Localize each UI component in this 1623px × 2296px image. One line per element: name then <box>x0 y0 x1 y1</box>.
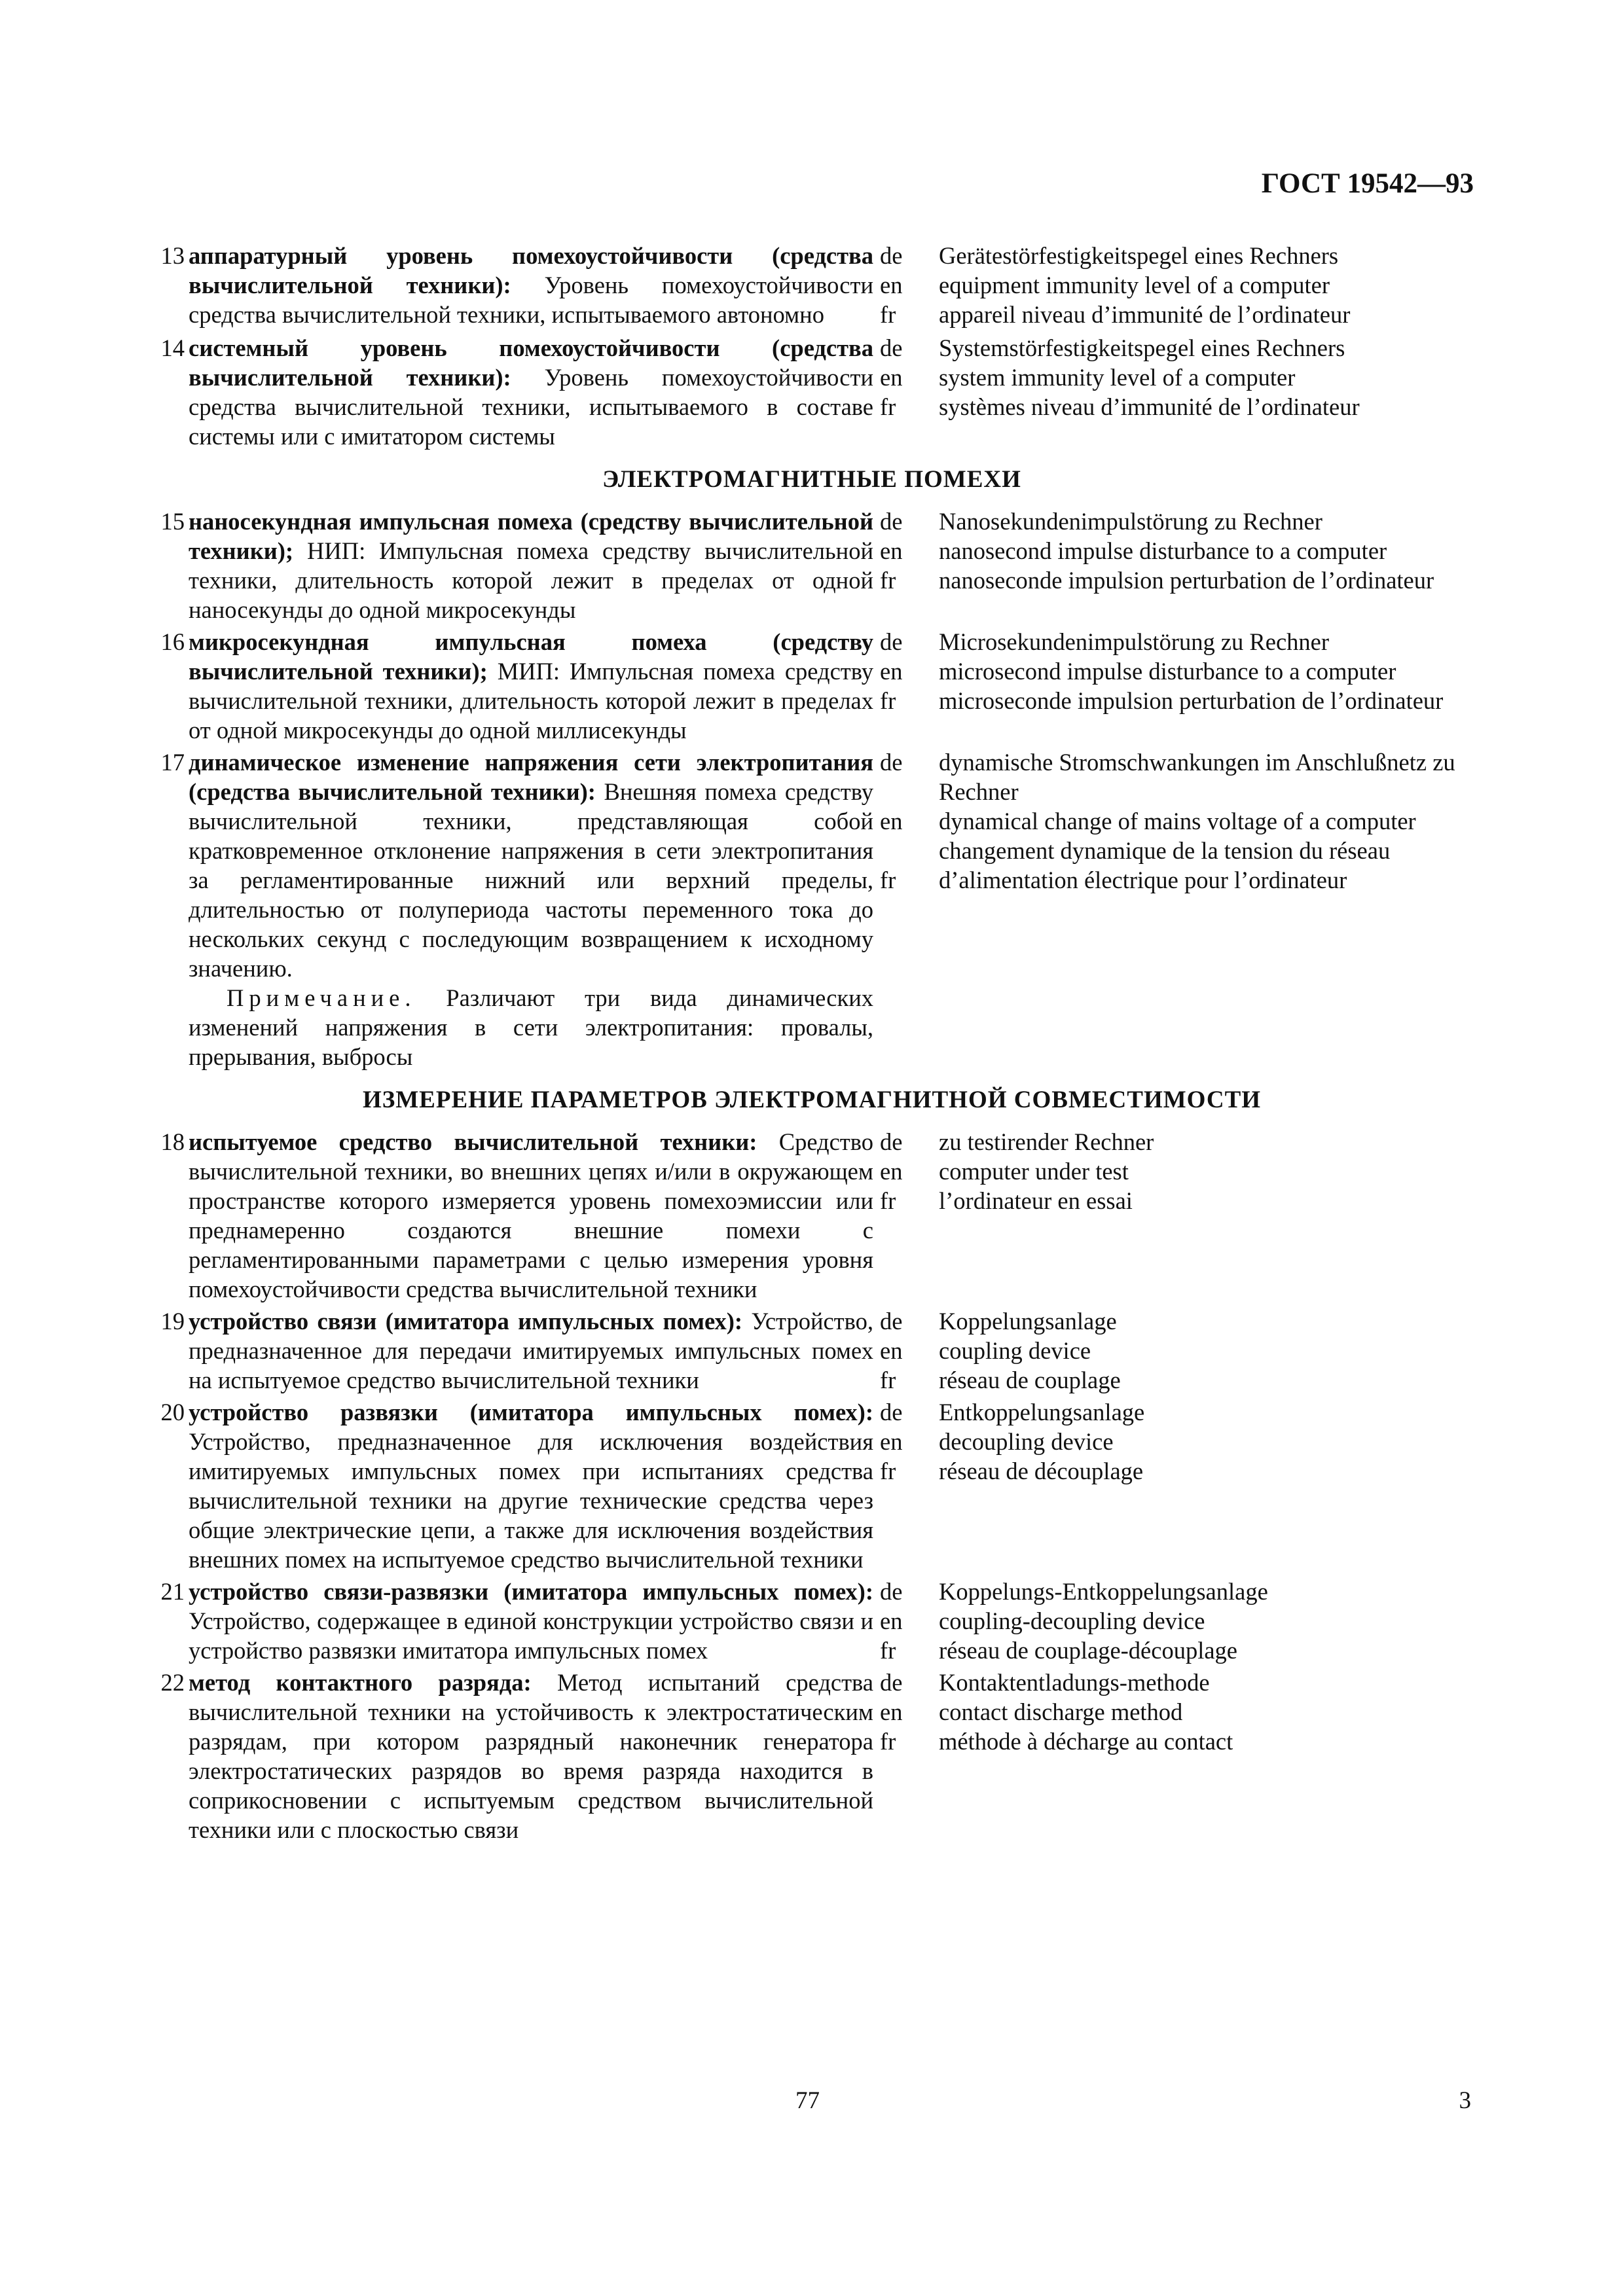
term-translations <box>926 747 1495 895</box>
term-number: 16 <box>160 628 185 655</box>
lang-fr: fr <box>880 1637 896 1664</box>
term-de: Kontaktentladungs-methode <box>939 1669 1210 1696</box>
lang-fr: fr <box>880 301 896 328</box>
lang-en: en <box>880 808 903 834</box>
lang-en: en <box>880 1607 903 1634</box>
term-en: computer under test <box>939 1158 1129 1185</box>
term-name: устройство связи (имитатора импульсных помех): <box>189 1308 743 1335</box>
page-number-right: 3 <box>1459 2087 1471 2114</box>
term-fr: réseau de couplage <box>939 1367 1121 1393</box>
lang-en: en <box>880 1158 903 1185</box>
lang-fr: fr <box>880 567 896 594</box>
lang-en: en <box>880 537 903 564</box>
lang-codes <box>873 1577 926 1665</box>
term-en: nanosecond impulse disturbance to a computer <box>939 537 1387 564</box>
term-de: Systemstörfestigkeitspegel eines Rechners <box>939 334 1345 361</box>
term-de: Koppelungsanlage <box>939 1308 1117 1335</box>
term-fr: réseau de couplage-découplage <box>939 1637 1238 1664</box>
term-name: динамическое изменение напряжения сети электропитания (средства вычислительной техники): <box>189 749 873 805</box>
term-definition: Устройство, содержащее в единой конструкции устройство связи и устройство развязки имитатора импульсных помех <box>189 1607 873 1664</box>
term-name: системный уровень помехоустойчивости (средства вычислительной техники): <box>189 334 873 391</box>
term-name: аппаратурный уровень помехоустойчивости (средства вычислительной техники): <box>189 242 873 298</box>
term-en: microsecond impulse disturbance to a computer <box>939 658 1396 685</box>
term-entry-16 <box>144 627 1480 745</box>
term-definition: Устройство, предназначенное для передачи имитируемых импульсных помех на испытуемое средство вычислительной техники <box>189 1308 873 1393</box>
lang-en: en <box>880 364 903 391</box>
lang-codes <box>873 241 926 329</box>
lang-codes <box>873 333 926 422</box>
term-ru <box>189 1668 873 1844</box>
lang-fr: fr <box>880 1458 896 1484</box>
term-ru <box>189 1306 873 1395</box>
term-number: 18 <box>160 1128 185 1155</box>
term-de: Koppelungs-Entkoppelungsanlage <box>939 1578 1268 1605</box>
term-translations <box>926 241 1495 329</box>
term-definition: МИП: Импульсная помеха средству вычислительной техники, длительность которой лежит в пределах от одной микросекунды до одной миллисекунды <box>189 658 873 744</box>
term-name: устройство развязки (имитатора импульсных помех): <box>189 1399 873 1426</box>
lang-fr: fr <box>880 1367 896 1393</box>
lang-de: de <box>880 1399 903 1426</box>
lang-en: en <box>880 272 903 298</box>
term-fr: nanoseconde impulsion perturbation de l’ordinateur <box>939 567 1434 594</box>
lang-de: de <box>880 628 903 655</box>
term-translations <box>926 507 1495 595</box>
note-text: Различают три вида динамических изменений напряжения в сети электропитания: провалы, прерывания, выбросы <box>189 984 873 1070</box>
term-fr: appareil niveau d’immunité de l’ordinateur <box>939 301 1351 328</box>
document-number: ГОСТ 19542—93 <box>1261 168 1474 199</box>
lang-fr: fr <box>880 1728 896 1755</box>
term-en: system immunity level of a computer <box>939 364 1296 391</box>
lang-de: de <box>880 1669 903 1696</box>
term-entry-18 <box>144 1127 1480 1304</box>
term-number: 15 <box>160 508 185 535</box>
term-en: coupling device <box>939 1337 1091 1364</box>
lang-fr: fr <box>880 867 896 893</box>
term-translations <box>926 627 1495 715</box>
terms-list <box>144 241 1480 1844</box>
page-number-center: 77 <box>795 2087 820 2114</box>
lang-codes <box>873 507 926 595</box>
term-fr: l’ordinateur en essai <box>939 1187 1133 1214</box>
term-fr: réseau de découplage <box>939 1458 1144 1484</box>
term-en: decoupling device <box>939 1428 1114 1455</box>
term-definition: Метод испытаний средства вычислительной техники на устойчивость к электростатическим разрядам, при котором разрядный наконечник генератора электростатических разрядов во время разряда находится в соприкосновении с испытуемым средством вычислительной техники или с плоскостью связи <box>189 1669 873 1843</box>
term-translations <box>926 1306 1495 1395</box>
section-title-emc-measurement: ИЗМЕРЕНИЕ ПАРАМЕТРОВ ЭЛЕКТРОМАГНИТНОЙ СОВМЕСТИМОСТИ <box>362 1086 1262 1113</box>
lang-fr: fr <box>880 1187 896 1214</box>
term-en: contact discharge method <box>939 1698 1183 1725</box>
term-de: Entkoppelungsanlage <box>939 1399 1145 1426</box>
term-name: микросекундная импульсная помеха (средству вычислительной техники); <box>189 628 873 685</box>
term-ru <box>189 1397 873 1574</box>
term-definition: НИП: Импульсная помеха средству вычислительной техники, длительность которой лежит в пределах от одной наносекунды до одной микросекунды <box>189 537 873 623</box>
lang-de: de <box>880 242 903 269</box>
term-entry-15 <box>144 507 1480 624</box>
term-definition: Внешняя помеха средству вычислительной техники, представляющая собой кратковременное отклонение напряжения в сети электропитания за регламентированные нижний или верхний пределы, длительностью от полупериода частоты переменного тока до нескольких секунд с последующим возвращением к исходному значению. <box>189 778 873 982</box>
term-de: dynamische Stromschwankungen im Anschlußnetz zu Rechner <box>939 749 1455 805</box>
term-note <box>189 983 873 1071</box>
term-number: 17 <box>160 749 185 776</box>
section-title-electromagnetic-interference: ЭЛЕКТРОМАГНИТНЫЕ ПОМЕХИ <box>602 466 1021 493</box>
term-fr: changement dynamique de la tension du réseau d’alimentation électrique pour l’ordinateur <box>939 837 1391 893</box>
term-ru <box>189 507 873 624</box>
term-name: наносекундная импульсная помеха (средству вычислительной техники); <box>189 508 873 564</box>
lang-en: en <box>880 658 903 685</box>
term-number: 14 <box>160 334 185 361</box>
term-translations <box>926 1127 1495 1215</box>
term-name: устройство связи-развязки (имитатора импульсных помех): <box>189 1578 873 1605</box>
term-entry-21 <box>144 1577 1480 1665</box>
term-ru <box>189 627 873 745</box>
term-number: 21 <box>160 1578 185 1605</box>
lang-fr: fr <box>880 687 896 714</box>
term-de: Nanosekundenimpulstörung zu Rechner <box>939 508 1322 535</box>
term-name: испытуемое средство вычислительной техники: <box>189 1128 757 1155</box>
term-entry-19 <box>144 1306 1480 1395</box>
term-fr: systèmes niveau d’immunité de l’ordinateur <box>939 393 1360 420</box>
lang-codes <box>873 1668 926 1756</box>
lang-fr: fr <box>880 393 896 420</box>
term-entry-22 <box>144 1668 1480 1844</box>
term-ru <box>189 747 873 983</box>
term-entry-13 <box>144 241 1480 329</box>
term-number: 19 <box>160 1308 185 1335</box>
term-en: dynamical change of mains voltage of a computer <box>939 808 1416 834</box>
lang-de: de <box>880 334 903 361</box>
term-de: Microsekundenimpulstörung zu Rechner <box>939 628 1330 655</box>
lang-de: de <box>880 1578 903 1605</box>
lang-de: de <box>880 508 903 535</box>
lang-en: en <box>880 1698 903 1725</box>
lang-en: en <box>880 1428 903 1455</box>
term-ru <box>189 1577 873 1665</box>
lang-de: de <box>880 1308 903 1335</box>
term-definition: Уровень помехоустойчивости средства вычислительной техники, испытываемого автономно <box>189 272 873 328</box>
lang-codes <box>873 747 926 895</box>
term-translations <box>926 333 1495 422</box>
term-number: 13 <box>160 242 185 269</box>
lang-codes <box>873 1306 926 1395</box>
note-label: Примечание. <box>227 984 416 1011</box>
lang-codes <box>873 627 926 715</box>
term-fr: méthode à décharge au contact <box>939 1728 1233 1755</box>
term-number: 22 <box>160 1669 185 1696</box>
term-ru <box>189 333 873 451</box>
term-fr: microseconde impulsion perturbation de l’ordinateur <box>939 687 1444 714</box>
term-de: Gerätestörfestigkeitspegel eines Rechners <box>939 242 1339 269</box>
term-translations <box>926 1397 1495 1486</box>
term-number: 20 <box>160 1399 185 1426</box>
term-entry-14 <box>144 333 1480 451</box>
term-definition: Средство вычислительной техники, во внешних цепях и/или в окружающем пространстве которого измеряется уровень помехоэмиссии или преднамеренно создаются внешние помехи с регламентированными параметрами с целью измерения уровня помехоустойчивости средства вычислительной техники <box>189 1128 873 1302</box>
term-entry-20 <box>144 1397 1480 1574</box>
term-definition: Устройство, предназначенное для исключения воздействия имитируемых импульсных помех при испытаниях средства вычислительной техники на другие технические средства через общие электрические цепи, а также для исключения воздействия внешних помех на испытуемое средство вычислительной техники <box>189 1428 873 1573</box>
term-en: equipment immunity level of a computer <box>939 272 1330 298</box>
lang-codes <box>873 1127 926 1215</box>
term-ru <box>189 241 873 329</box>
term-definition: Уровень помехоустойчивости средства вычислительной техники, испытываемого в составе системы или с имитатором системы <box>189 364 873 450</box>
lang-de: de <box>880 1128 903 1155</box>
term-de: zu testirender Rechner <box>939 1128 1154 1155</box>
term-name: метод контактного разряда: <box>189 1669 532 1696</box>
term-translations <box>926 1577 1495 1665</box>
lang-en: en <box>880 1337 903 1364</box>
term-entry-17 <box>144 747 1480 983</box>
term-ru <box>189 1127 873 1304</box>
term-en: coupling-decoupling device <box>939 1607 1205 1634</box>
lang-codes <box>873 1397 926 1486</box>
lang-de: de <box>880 749 903 776</box>
term-translations <box>926 1668 1495 1756</box>
